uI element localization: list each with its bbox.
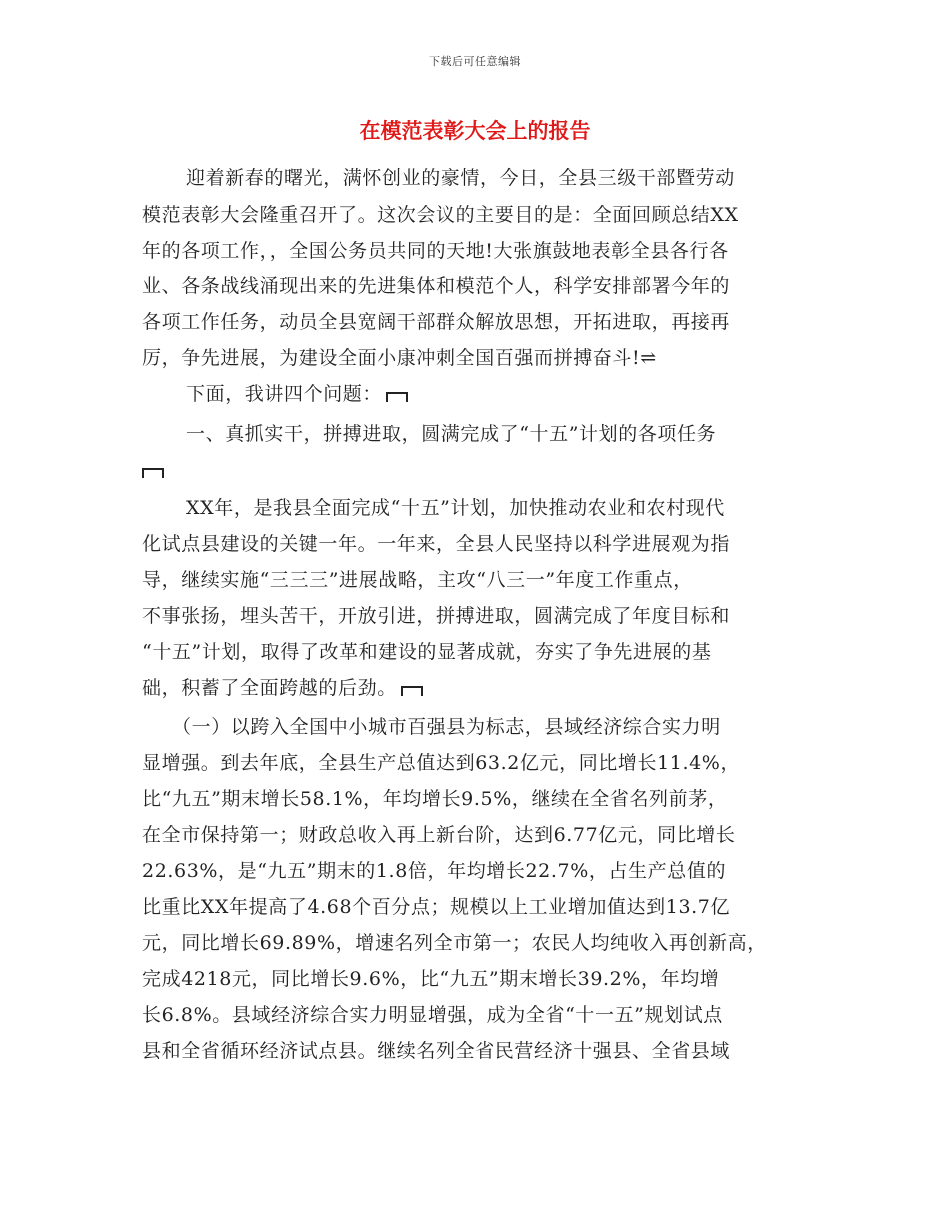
section-heading: 一、真抓实干，拼搏进取，圆满完成了“十五”计划的各项任务 [186, 423, 717, 445]
paragraph-line: 础，积蓄了全面跨越的后劲。 [142, 673, 822, 703]
paragraph-line: 化试点县建设的关键一年。一年来，全县人民坚持以科学进展观为指 [142, 533, 731, 555]
paragraph-line: 各项工作任务，动员全县宽阔干部群众解放思想，开拓进取，再接再 [142, 311, 731, 333]
paragraph-line: XX年，是我县全面完成“十五”计划，加快推动农业和农村现代 [186, 497, 725, 519]
paragraph-line: 不事张扬，埋头苦干，开放引进，拼搏进取，圆满完成了年度目标和 [142, 605, 731, 627]
paragraph-line: 导，继续实施“三三三”进展战略，主攻“八三一”年度工作重点， [142, 569, 693, 591]
paragraph-mark-icon [401, 686, 423, 696]
document-title: 在模范表彰大会上的报告 [359, 119, 591, 143]
paragraph-line: 年的各项工作，，全国公务员共同的天地!大张旗鼓地表彰全县各行各 [142, 240, 729, 262]
paragraph-line: 业、各条战线涌现出来的先进集体和模范个人，科学安排部署今年的 [142, 275, 731, 297]
paragraph-line: （一）以跨入全国中小城市百强县为标志，县域经济综合实力明 [172, 716, 721, 738]
paragraph-line: 迎着新春的曙光，满怀创业的豪情，今日，全县三级干部暨劳动 [186, 167, 735, 189]
paragraph-line [142, 455, 822, 485]
paragraph-line: 下面，我讲四个问题： [186, 379, 866, 409]
paragraph-line: 厉，争先进展，为建设全面小康冲刺全国百强而拼搏奋斗!⇌ [142, 347, 657, 369]
paragraph-mark-icon [386, 392, 408, 402]
paragraph-line: 元，同比增长69.89%，增速名列全市第一；农民人均纯收入再创新高， [142, 932, 767, 954]
paragraph-line: 完成4218元，同比增长9.6%，比“九五”期末增长39.2%，年均增 [142, 968, 720, 990]
paragraph-line: 显增强。到去年底，全县生产总值达到63.2亿元，同比增长11.4%， [142, 752, 741, 774]
paragraph-line: “十五”计划，取得了改革和建设的显著成就，夯实了争先进展的基 [142, 641, 712, 663]
paragraph-line: 比重比XX年提高了4.68个百分点；规模以上工业增加值达到13.7亿 [142, 896, 731, 918]
paragraph-mark-icon [142, 468, 164, 478]
paragraph-line: 县和全省循环经济试点县。继续名列全省民营经济十强县、全省县域 [142, 1040, 731, 1062]
paragraph-line: 长6.8%。县域经济综合实力明显增强，成为全省“十一五”规划试点 [142, 1004, 723, 1026]
paragraph-line: 在全市保持第一；财政总收入再上新台阶，达到6.77亿元，同比增长 [142, 824, 736, 846]
paragraph-line: 22.63%，是“九五”期末的1.8倍，年均增长22.7%，占生产总值的 [142, 860, 727, 882]
paragraph-line: 比“九五”期末增长58.1%，年均增长9.5%，继续在全省名列前茅， [142, 788, 728, 810]
paragraph-line: 模范表彰大会隆重召开了。这次会议的主要目的是：全面回顾总结XX [142, 204, 739, 226]
page-header: 下载后可任意编辑 [429, 55, 521, 68]
